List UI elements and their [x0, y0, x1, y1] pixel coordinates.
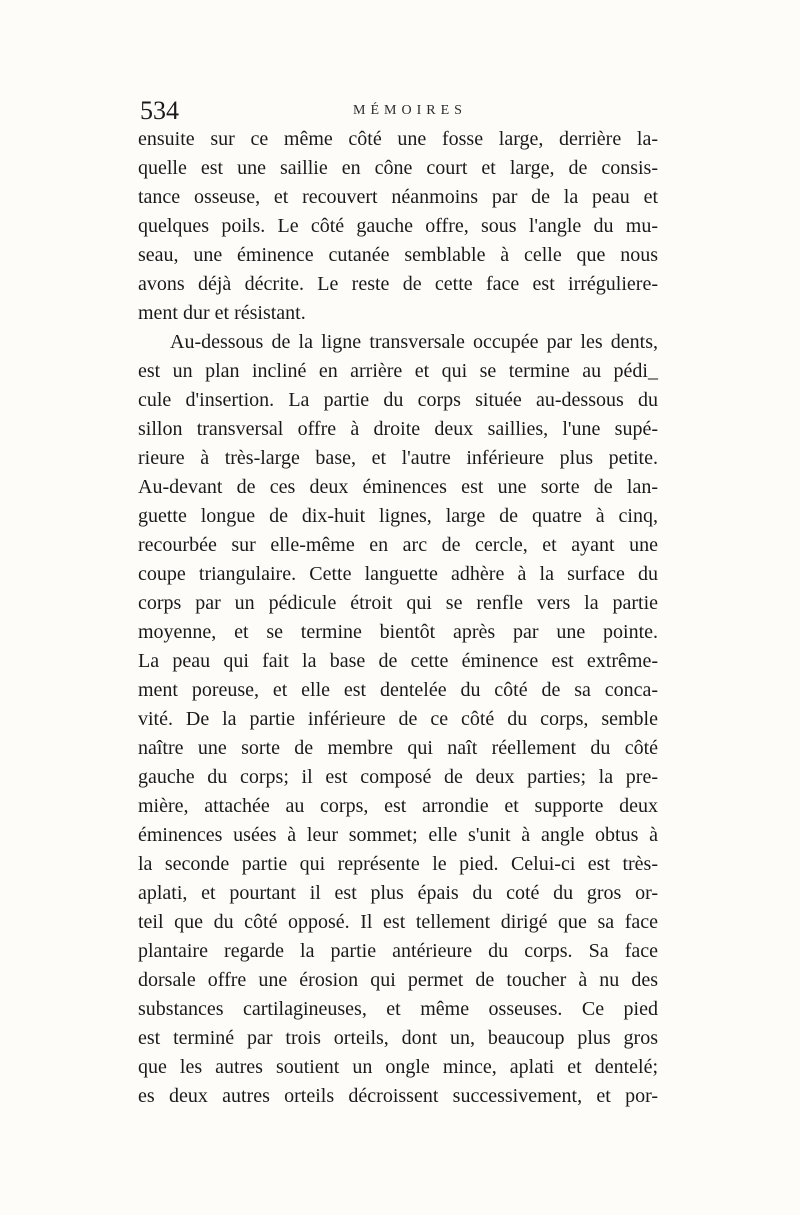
- text-line: rieure à très-large base, et l'autre inférieure plus petite.: [138, 447, 658, 469]
- text-line: La peau qui fait la base de cette éminence est extrême-: [138, 650, 658, 672]
- page-header: [140, 96, 680, 126]
- text-line: est un plan incliné en arrière et qui se termine au pédi_: [138, 360, 658, 382]
- text-line: éminences usées à leur sommet; elle s'unit à angle obtus à: [138, 824, 658, 846]
- text-line: recourbée sur elle-même en arc de cercle, et ayant une: [138, 534, 658, 556]
- text-line: ensuite sur ce même côté une fosse large, derrière la-: [138, 128, 658, 150]
- paragraph: [138, 125, 658, 328]
- text-line: la seconde partie qui représente le pied. Celui-ci est très-: [138, 853, 658, 875]
- text-line: est terminé par trois orteils, dont un, beaucoup plus gros: [138, 1027, 658, 1049]
- text-line: plantaire regarde la partie antérieure du corps. Sa face: [138, 940, 658, 962]
- page-number: 534: [140, 96, 179, 125]
- text-line: avons déjà décrite. Le reste de cette face est irréguliere-: [138, 273, 658, 295]
- text-line: corps par un pédicule étroit qui se renfle vers la partie: [138, 592, 658, 614]
- text-line: que les autres soutient un ongle mince, aplati et dentelé;: [138, 1056, 658, 1078]
- text-line: vité. De la partie inférieure de ce côté du corps, semble: [138, 708, 658, 730]
- text-line: sillon transversal offre à droite deux saillies, l'une supé-: [138, 418, 658, 440]
- text-line: es deux autres orteils décroissent successivement, et por-: [138, 1085, 658, 1107]
- text-line: ment poreuse, et elle est dentelée du côté de sa conca-: [138, 679, 658, 701]
- text-line: coupe triangulaire. Cette languette adhère à la surface du: [138, 563, 658, 585]
- text-line: naître une sorte de membre qui naît réellement du côté: [138, 737, 658, 759]
- text-line: guette longue de dix-huit lignes, large de quatre à cinq,: [138, 505, 658, 527]
- text-line: seau, une éminence cutanée semblable à celle que nous: [138, 244, 658, 266]
- text-line: Au-devant de ces deux éminences est une sorte de lan-: [138, 476, 658, 498]
- text-line: gauche du corps; il est composé de deux parties; la pre-: [138, 766, 658, 788]
- text-line: Au-dessous de la ligne transversale occupée par les dents,: [170, 331, 658, 353]
- text-line: moyenne, et se termine bientôt après par une pointe.: [138, 621, 658, 643]
- body-text: [138, 125, 658, 1111]
- text-line: substances cartilagineuses, et même osseuses. Ce pied: [138, 998, 658, 1020]
- text-line: aplati, et pourtant il est plus épais du coté du gros or-: [138, 882, 658, 904]
- text-line: mière, attachée au corps, est arrondie et supporte deux: [138, 795, 658, 817]
- running-head: MÉMOIRES: [353, 103, 467, 118]
- text-line: quelques poils. Le côté gauche offre, sous l'angle du mu-: [138, 215, 658, 237]
- text-line: dorsale offre une érosion qui permet de toucher à nu des: [138, 969, 658, 991]
- text-line: teil que du côté opposé. Il est tellement dirigé que sa face: [138, 911, 658, 933]
- text-line: ment dur et résistant.: [138, 302, 306, 324]
- text-line: quelle est une saillie en cône court et large, de consis-: [138, 157, 658, 179]
- text-line: cule d'insertion. La partie du corps située au-dessous du: [138, 389, 658, 411]
- paragraph: [138, 328, 658, 1111]
- text-line: tance osseuse, et recouvert néanmoins par de la peau et: [138, 186, 658, 208]
